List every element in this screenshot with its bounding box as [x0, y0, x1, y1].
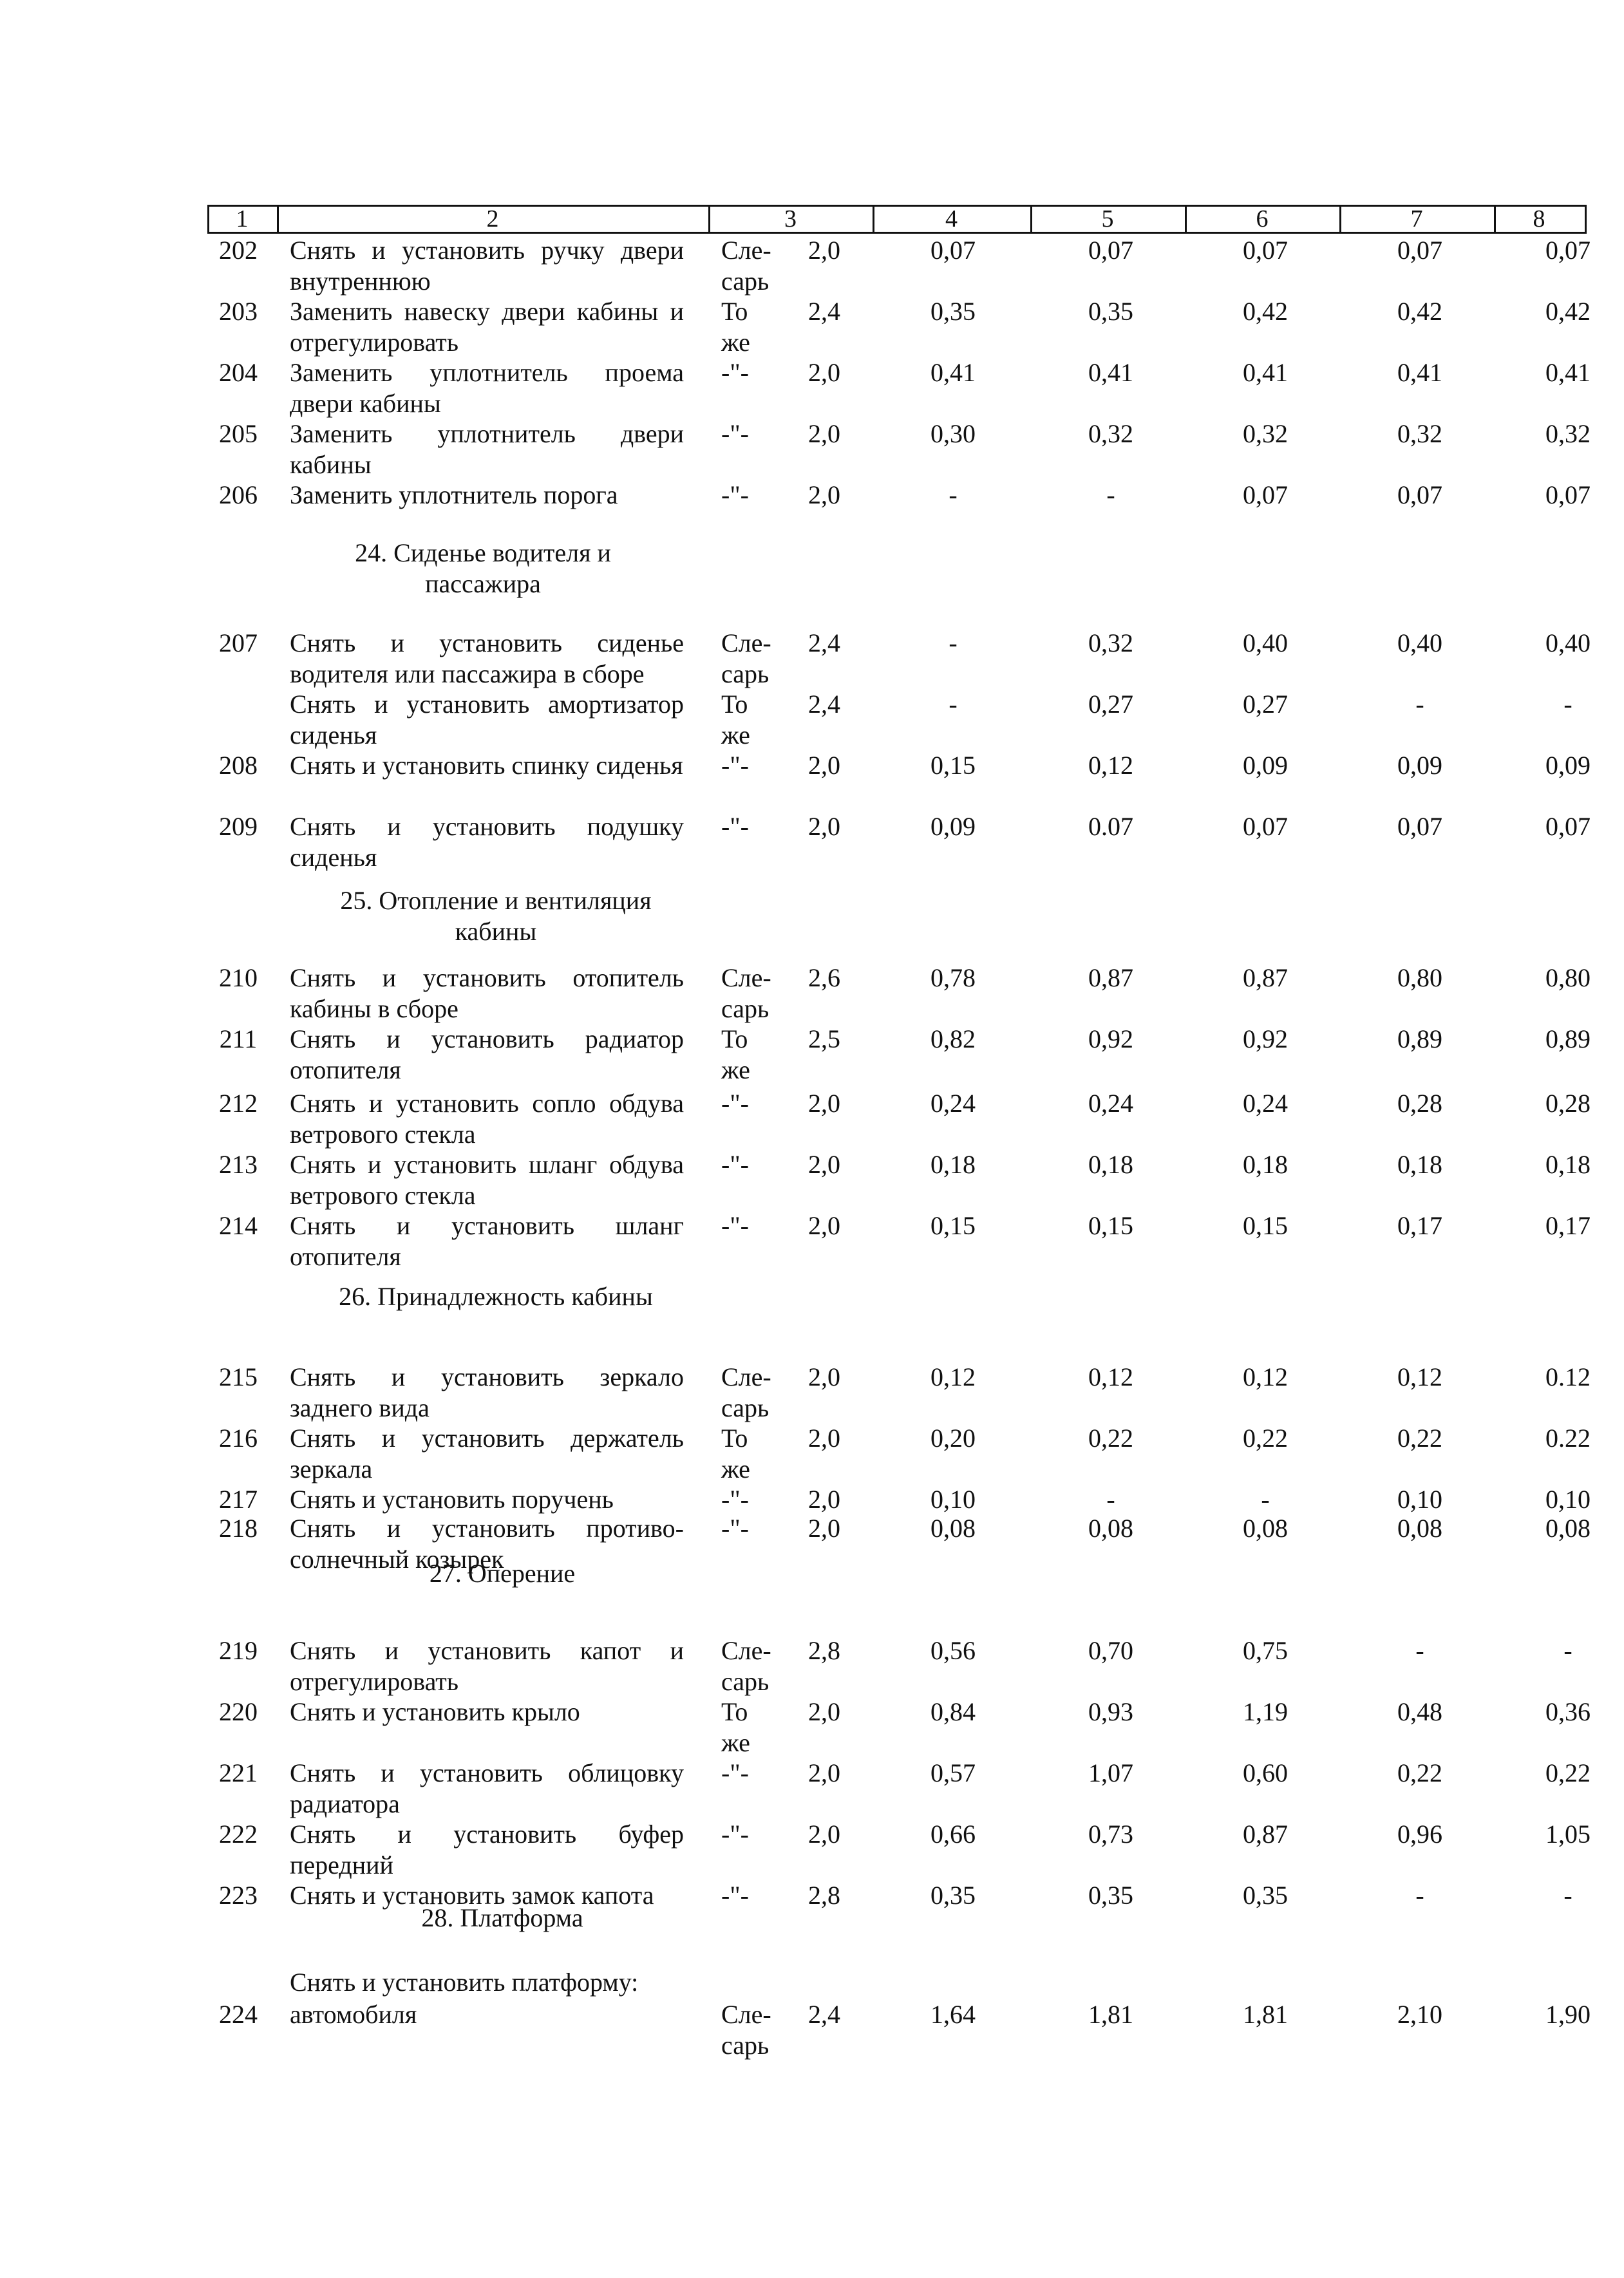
grade-value: 2,0 [808, 812, 840, 841]
time-norm-col-8: - [1563, 1881, 1572, 1910]
item-number: 222 [219, 1820, 258, 1849]
performer: -"- [721, 1089, 749, 1118]
time-norm-col-6: 1,19 [1243, 1697, 1288, 1726]
time-norm-col-7: 0,07 [1397, 480, 1442, 509]
column-header-5: 5 [1101, 205, 1114, 232]
time-norm-col-5: 0,73 [1088, 1820, 1133, 1849]
grade-value: 2,0 [808, 480, 840, 509]
operation-description: Снять и установить отопитель кабины в сборе [290, 963, 684, 1023]
time-norm-col-5: 0,70 [1088, 1636, 1133, 1665]
time-norm-col-5: 0,18 [1088, 1150, 1133, 1179]
time-norm-col-8: 0,42 [1545, 297, 1591, 326]
operation-description: Заменить уплотнитель порога [290, 480, 618, 509]
time-norm-col-4: 0,18 [930, 1150, 976, 1179]
time-norm-col-7: 0,32 [1397, 419, 1442, 448]
grade-value: 2,4 [808, 2000, 840, 2029]
grade-value: 2,0 [808, 1514, 840, 1543]
time-norm-col-6: 0,07 [1243, 480, 1288, 509]
time-norm-col-6: 0,09 [1243, 751, 1288, 780]
operation-description: Заменить уплотнитель двери кабины [290, 419, 684, 479]
time-norm-col-4: 0,35 [930, 297, 976, 326]
time-norm-col-7: 0,07 [1397, 812, 1442, 841]
time-norm-col-8: 0,18 [1545, 1150, 1591, 1179]
item-number: 224 [219, 2000, 258, 2029]
time-norm-col-5: 1,81 [1088, 2000, 1133, 2029]
performer: -"- [721, 1150, 749, 1179]
grade-value: 2,0 [808, 1089, 840, 1118]
item-number: 219 [219, 1636, 258, 1665]
column-header-8: 8 [1533, 205, 1545, 232]
grade-value: 2,0 [808, 1485, 840, 1514]
performer: -"- [721, 1820, 749, 1849]
time-norm-col-4: 0,56 [930, 1636, 976, 1665]
time-norm-col-5: 0,32 [1088, 628, 1133, 657]
time-norm-col-8: 0,22 [1545, 1758, 1591, 1787]
time-norm-col-4: 0,82 [930, 1024, 976, 1053]
item-number: 223 [219, 1881, 258, 1910]
grade-value: 2,0 [808, 1820, 840, 1849]
item-number: 203 [219, 297, 258, 326]
performer: То же [721, 1024, 750, 1084]
time-norm-col-7: 0,42 [1397, 297, 1442, 326]
performer: Сле- сарь [721, 2000, 771, 2060]
time-norm-col-6: - [1261, 1485, 1270, 1514]
subheading: Снять и установить платформу: [290, 1968, 639, 1997]
time-norm-col-4: 0,30 [930, 419, 976, 448]
time-norm-col-4: 1,64 [930, 2000, 976, 2029]
item-number: 218 [219, 1514, 258, 1543]
performer: -"- [721, 419, 749, 448]
item-number: 221 [219, 1758, 258, 1787]
grade-value: 2,0 [808, 1211, 840, 1240]
grade-value: 2,0 [808, 751, 840, 780]
performer: -"- [721, 480, 749, 509]
item-number: 205 [219, 419, 258, 448]
time-norm-col-6: 0,42 [1243, 297, 1288, 326]
time-norm-col-5: 0,12 [1088, 1362, 1133, 1391]
performer: То же [721, 297, 750, 357]
time-norm-col-6: 0,15 [1243, 1211, 1288, 1240]
performer: -"- [721, 1514, 749, 1543]
time-norm-col-6: 0,24 [1243, 1089, 1288, 1118]
time-norm-col-5: 0,32 [1088, 419, 1133, 448]
time-norm-col-5: 0.07 [1088, 812, 1133, 841]
header-bottom-rule [207, 232, 1587, 234]
time-norm-col-8: 0,89 [1545, 1024, 1591, 1053]
time-norm-col-5: 0,93 [1088, 1697, 1133, 1726]
operation-description: Снять и установить подушку сиденья [290, 812, 684, 872]
time-norm-col-5: 0,27 [1088, 690, 1133, 719]
time-norm-col-6: 0,41 [1243, 358, 1288, 387]
time-norm-col-8: 0,17 [1545, 1211, 1591, 1240]
grade-value: 2,5 [808, 1024, 840, 1053]
performer: Сле- сарь [721, 1362, 771, 1422]
item-number: 207 [219, 628, 258, 657]
time-norm-col-4: 0,35 [930, 1881, 976, 1910]
time-norm-col-7: 0,09 [1397, 751, 1442, 780]
time-norm-col-7: 0,41 [1397, 358, 1442, 387]
time-norm-col-6: 0,75 [1243, 1636, 1288, 1665]
time-norm-col-8: 1,05 [1545, 1820, 1591, 1849]
performer: -"- [721, 812, 749, 841]
time-norm-col-8: 0.22 [1545, 1424, 1591, 1453]
item-number: 212 [219, 1089, 258, 1118]
operation-description: Снять и установить держатель зеркала [290, 1424, 684, 1483]
time-norm-col-4: - [949, 690, 958, 719]
time-norm-col-4: 0,57 [930, 1758, 976, 1787]
performer: Сле- сарь [721, 963, 771, 1023]
item-number: 211 [219, 1024, 258, 1053]
time-norm-col-4: 0,09 [930, 812, 976, 841]
operation-description: Снять и установить буфер передний [290, 1820, 684, 1879]
item-number: 215 [219, 1362, 258, 1391]
operation-description: Снять и установить крыло [290, 1697, 580, 1726]
grade-value: 2,6 [808, 963, 840, 992]
performer: Сле- сарь [721, 236, 771, 296]
item-number: 217 [219, 1485, 258, 1514]
operation-description: Снять и установить замок капота [290, 1881, 654, 1910]
time-norm-col-4: 0,66 [930, 1820, 976, 1849]
time-norm-col-7: 0,10 [1397, 1485, 1442, 1514]
performer: Сле- сарь [721, 1636, 771, 1696]
time-norm-col-6: 0,87 [1243, 963, 1288, 992]
time-norm-col-7: 2,10 [1397, 2000, 1442, 2029]
time-norm-col-8: 0,36 [1545, 1697, 1591, 1726]
performer: -"- [721, 751, 749, 780]
item-number: 209 [219, 812, 258, 841]
time-norm-col-5: 0,24 [1088, 1089, 1133, 1118]
time-norm-col-8: 0,09 [1545, 751, 1591, 780]
time-norm-col-4: 0,24 [930, 1089, 976, 1118]
time-norm-col-6: 0,92 [1243, 1024, 1288, 1053]
operation-description: Снять и установить поручень [290, 1485, 614, 1514]
operation-description: Снять и установить радиатор отопителя [290, 1024, 684, 1084]
time-norm-col-4: 0,20 [930, 1424, 976, 1453]
time-norm-col-4: 0,10 [930, 1485, 976, 1514]
column-header-6: 6 [1256, 205, 1269, 232]
operation-description: Снять и установить шланг обдува ветрового стекла [290, 1150, 684, 1210]
time-norm-col-5: 0,15 [1088, 1211, 1133, 1240]
time-norm-col-6: 0,22 [1243, 1424, 1288, 1453]
time-norm-col-5: - [1106, 1485, 1115, 1514]
header-separator [1585, 205, 1587, 232]
time-norm-col-7: 0,22 [1397, 1424, 1442, 1453]
grade-value: 2,4 [808, 628, 840, 657]
time-norm-col-7: - [1415, 1881, 1424, 1910]
time-norm-col-8: 0,41 [1545, 358, 1591, 387]
operation-description: Снять и установить противо-солнечный козырек [290, 1514, 684, 1574]
time-norm-col-7: 0,12 [1397, 1362, 1442, 1391]
time-norm-col-7: 0,48 [1397, 1697, 1442, 1726]
operation-description: Снять и установить сиденье водителя или пассажира в сборе [290, 628, 684, 688]
grade-value: 2,4 [808, 297, 840, 326]
grade-value: 2,8 [808, 1881, 840, 1910]
performer: -"- [721, 358, 749, 387]
column-header-7: 7 [1410, 205, 1423, 232]
grade-value: 2,0 [808, 236, 840, 265]
time-norm-col-4: 0,12 [930, 1362, 976, 1391]
time-norm-col-6: 1,81 [1243, 2000, 1288, 2029]
column-header-2: 2 [486, 205, 499, 232]
time-norm-col-4: - [949, 480, 958, 509]
grade-value: 2,0 [808, 1150, 840, 1179]
time-norm-col-8: 0,07 [1545, 480, 1591, 509]
time-norm-col-4: 0,15 [930, 1211, 976, 1240]
time-norm-col-5: 0,87 [1088, 963, 1133, 992]
time-norm-col-6: 0,40 [1243, 628, 1288, 657]
time-norm-col-6: 0,60 [1243, 1758, 1288, 1787]
column-header-1: 1 [236, 205, 249, 232]
time-norm-col-5: 1,07 [1088, 1758, 1133, 1787]
time-norm-col-8: - [1563, 1636, 1572, 1665]
grade-value: 2,8 [808, 1636, 840, 1665]
time-norm-col-5: 0,41 [1088, 358, 1133, 387]
time-norm-col-5: - [1106, 480, 1115, 509]
item-number: 213 [219, 1150, 258, 1179]
performer: То же [721, 1424, 750, 1483]
performer: -"- [721, 1758, 749, 1787]
time-norm-col-6: 0,87 [1243, 1820, 1288, 1849]
time-norm-col-6: 0,12 [1243, 1362, 1288, 1391]
time-norm-col-6: 0,35 [1243, 1881, 1288, 1910]
grade-value: 2,0 [808, 1362, 840, 1391]
time-norm-col-7: 0,07 [1397, 236, 1442, 265]
time-norm-col-6: 0,27 [1243, 690, 1288, 719]
column-header-3: 3 [784, 205, 797, 232]
item-number: 202 [219, 236, 258, 265]
grade-value: 2,0 [808, 1424, 840, 1453]
item-number: 206 [219, 480, 258, 509]
grade-value: 2,0 [808, 1758, 840, 1787]
operation-description: Снять и установить облицовку радиатора [290, 1758, 684, 1818]
operation-description: Снять и установить спинку сиденья [290, 751, 683, 780]
time-norm-col-6: 0,08 [1243, 1514, 1288, 1543]
time-norm-col-5: 0,22 [1088, 1424, 1133, 1453]
time-norm-col-8: 0,08 [1545, 1514, 1591, 1543]
time-norm-col-4: 0,84 [930, 1697, 976, 1726]
time-norm-col-8: 0,07 [1545, 812, 1591, 841]
grade-value: 2,0 [808, 358, 840, 387]
item-number: 216 [219, 1424, 258, 1453]
time-norm-col-5: 0,12 [1088, 751, 1133, 780]
grade-value: 2,0 [808, 1697, 840, 1726]
item-number: 208 [219, 751, 258, 780]
time-norm-col-7: 0,28 [1397, 1089, 1442, 1118]
grade-value: 2,0 [808, 419, 840, 448]
operation-description: Снять и установить зеркало заднего вида [290, 1362, 684, 1422]
time-norm-col-8: 0,32 [1545, 419, 1591, 448]
time-norm-col-4: 0,07 [930, 236, 976, 265]
operation-description: автомобиля [290, 2000, 417, 2029]
operation-description: Заменить уплотнитель проема двери кабины [290, 358, 684, 418]
time-norm-col-4: 0,08 [930, 1514, 976, 1543]
item-number: 214 [219, 1211, 258, 1240]
section-heading: 24. Сиденье водителя и пассажира [355, 538, 611, 598]
time-norm-col-8: 0,80 [1545, 963, 1591, 992]
item-number: 220 [219, 1697, 258, 1726]
section-heading: 27. Оперение [429, 1559, 576, 1588]
time-norm-col-6: 0,07 [1243, 812, 1288, 841]
time-norm-col-4: 0,78 [930, 963, 976, 992]
time-norm-col-8: 1,90 [1545, 2000, 1591, 2029]
time-norm-col-7: - [1415, 690, 1424, 719]
time-norm-col-8: 0,28 [1545, 1089, 1591, 1118]
item-number: 204 [219, 358, 258, 387]
time-norm-col-7: 0,17 [1397, 1211, 1442, 1240]
time-norm-col-6: 0,32 [1243, 419, 1288, 448]
time-norm-col-7: 0,18 [1397, 1150, 1442, 1179]
operation-description: Снять и установить сопло обдува ветрового стекла [290, 1089, 684, 1149]
section-heading: 25. Отопление и вентиляция кабины [340, 886, 652, 946]
time-norm-col-5: 0,07 [1088, 236, 1133, 265]
time-norm-col-4: 0,15 [930, 751, 976, 780]
time-norm-col-8: - [1563, 690, 1572, 719]
performer: -"- [721, 1211, 749, 1240]
time-norm-col-7: 0,08 [1397, 1514, 1442, 1543]
performer: -"- [721, 1485, 749, 1514]
time-norm-col-7: 0,80 [1397, 963, 1442, 992]
time-norm-col-4: - [949, 628, 958, 657]
operation-description: Снять и установить амортизатор сиденья [290, 690, 684, 749]
time-norm-col-4: 0,41 [930, 358, 976, 387]
time-norm-col-6: 0,18 [1243, 1150, 1288, 1179]
grade-value: 2,4 [808, 690, 840, 719]
section-heading: 26. Принадлежность кабины [339, 1282, 653, 1311]
time-norm-col-7: 0,22 [1397, 1758, 1442, 1787]
performer: -"- [721, 1881, 749, 1910]
operation-description: Снять и установить капот и отрегулировать [290, 1636, 684, 1696]
operation-description: Снять и установить ручку двери внутреннюю [290, 236, 684, 296]
time-norm-col-7: 0,96 [1397, 1820, 1442, 1849]
time-norm-col-7: - [1415, 1636, 1424, 1665]
time-norm-col-7: 0,40 [1397, 628, 1442, 657]
time-norm-col-8: 0,40 [1545, 628, 1591, 657]
operation-description: Снять и установить шланг отопителя [290, 1211, 684, 1271]
time-norm-col-5: 0,08 [1088, 1514, 1133, 1543]
section-heading: 28. Платформа [421, 1903, 583, 1932]
time-norm-col-8: 0,10 [1545, 1485, 1591, 1514]
time-norm-col-5: 0,35 [1088, 1881, 1133, 1910]
performer: То же [721, 1697, 750, 1757]
time-norm-col-7: 0,89 [1397, 1024, 1442, 1053]
time-norm-col-5: 0,92 [1088, 1024, 1133, 1053]
column-header-4: 4 [945, 205, 958, 232]
item-number: 210 [219, 963, 258, 992]
performer: Сле- сарь [721, 628, 771, 688]
time-norm-col-8: 0.12 [1545, 1362, 1591, 1391]
time-norm-col-6: 0,07 [1243, 236, 1288, 265]
performer: То же [721, 690, 750, 749]
time-norm-col-8: 0,07 [1545, 236, 1591, 265]
time-norm-col-5: 0,35 [1088, 297, 1133, 326]
operation-description: Заменить навеску двери кабины и отрегулировать [290, 297, 684, 357]
